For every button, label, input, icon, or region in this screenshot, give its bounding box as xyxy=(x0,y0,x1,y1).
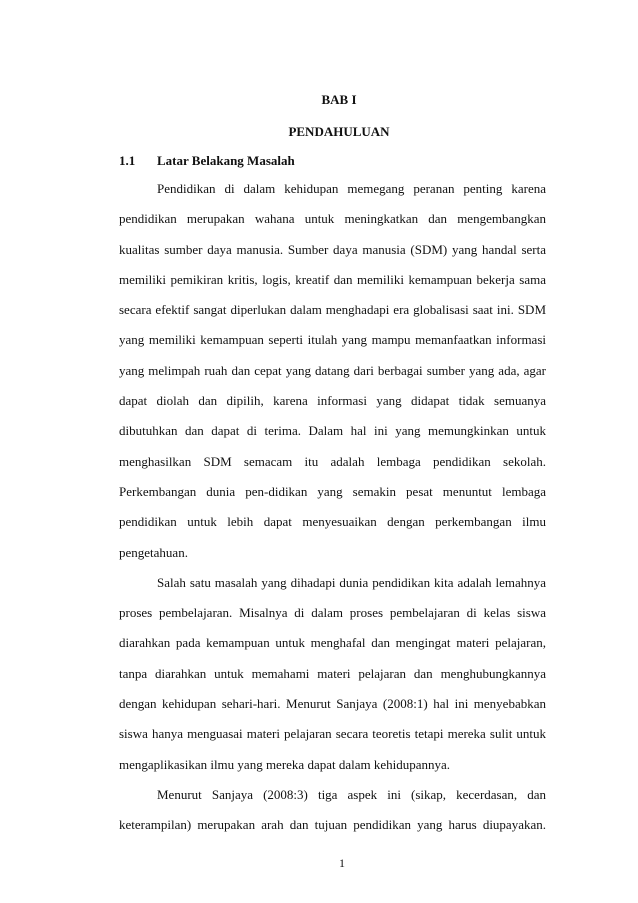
chapter-label: BAB I xyxy=(321,92,357,107)
body-text xyxy=(119,174,546,841)
chapter-title: PENDAHULUAN xyxy=(288,124,390,139)
paragraph: Salah satu masalah yang dihadapi dunia pendidikan kita adalah lemahnya proses pembelajaran. Misalnya di dalam proses pembelajaran di kelas siswa diarahkan pada kemampuan untuk menghafal dan mengingat materi pelajaran, tanpa diarahkan untuk memahami materi pelajaran dan menghubungkannya dengan kehidupan sehari-hari. Menurut Sanjaya (2008:1) hal ini menyebabkan siswa hanya menguasai materi pelajaran secara teoretis tetapi mereka sulit untuk mengaplikasikan ilmu yang mereka dapat dalam kehidupannya. xyxy=(119,574,546,772)
paragraph: Pendidikan di dalam kehidupan memegang peranan penting karena pendidikan merupakan wahana untuk meningkatkan dan mengembangkan kualitas sumber daya manusia. Sumber daya manusia (SDM) yang handal serta memiliki pemikiran kritis, logis, kreatif dan memiliki kemampuan bekerja sama secara efektif sangat diperlukan dalam menghadapi era globalisasi saat ini. SDM yang memiliki kemampuan seperti itulah yang mampu memanfaatkan informasi yang melimpah ruah dan cepat yang datang dari berbagai sumber yang ada, agar dapat diolah dan dipilih, karena informasi yang didapat tidak semuanya dibutuhkan dan dapat di terima. Dalam hal ini yang memungkinkan untuk menghasilkan SDM semacam itu adalah lembaga pendidikan sekolah. Perkembangan dunia pen-didikan yang semakin pesat menuntut lembaga pendidikan untuk lebih dapat menyesuaikan dengan perkembangan ilmu pengetahuan. xyxy=(119,181,546,560)
section-number: 1.1 xyxy=(119,153,136,168)
paragraph: Menurut Sanjaya (2008:3) tiga aspek ini (sikap, kecerdasan, dan keterampilan) merupakan arah dan tujuan pendidikan yang harus diupayakan. xyxy=(119,786,546,833)
section-title: Latar Belakang Masalah xyxy=(157,153,295,168)
section-heading xyxy=(119,153,295,169)
page-number: 1 xyxy=(339,856,345,870)
